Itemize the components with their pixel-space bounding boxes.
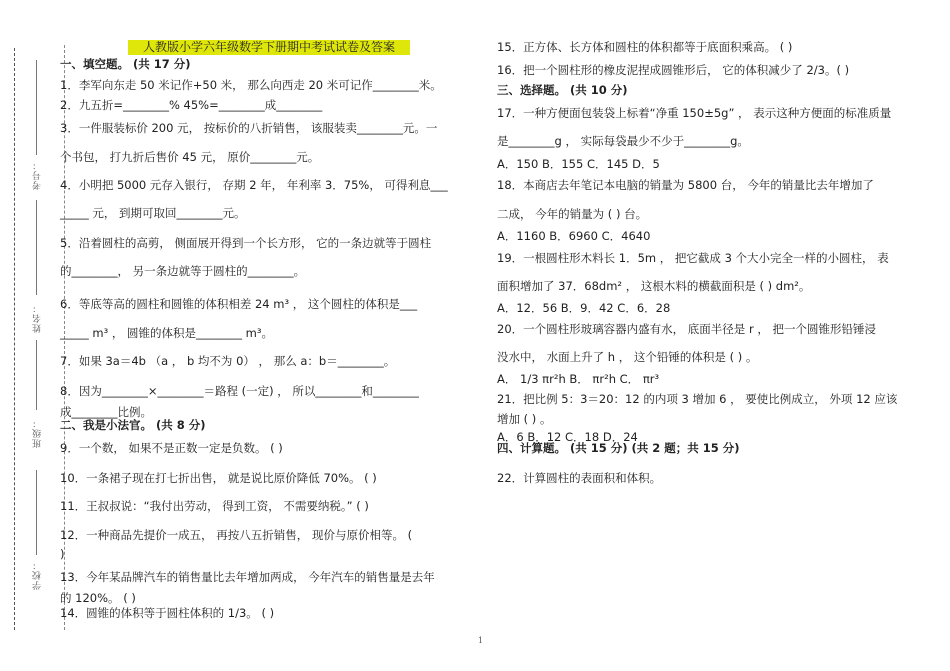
question-line: _____ m³ ， 圆锥的体积是________ m³。 bbox=[60, 326, 273, 340]
question-line: 增加 ( ) 。 bbox=[497, 412, 552, 426]
section-heading: 四、计算题。 (共 15 分) (共 2 题；共 15 分) bbox=[497, 441, 740, 455]
question-line: 16．把一个圆柱形的橡皮泥捏成圆锥形后， 它的体积减少了 2/3。( ) bbox=[497, 63, 850, 77]
question-line: 没水中， 水面上升了 h ， 这个铅锤的体积是 ( ) 。 bbox=[497, 350, 758, 364]
question-line: 5．沿着圆柱的高剪， 侧面展开得到一个长方形， 它的一条边就等于圆柱 bbox=[60, 236, 432, 250]
question-line: 成________比例。 bbox=[60, 405, 152, 419]
question-line: 1．李军向东走 50 米记作+50 米， 那么向西走 20 米可记作________米。 bbox=[60, 78, 442, 92]
question-line: 7．如果 3a＝4b （a ， b 均不为 0） ， 那么 a：b＝________。 bbox=[60, 354, 396, 368]
question-line: 12．一种商品先提价一成五， 再按八五折销售， 现价与原价相等。 ( bbox=[60, 528, 413, 542]
side-line-school bbox=[36, 470, 37, 555]
question-line: A．12．56 B．9．42 C．6．28 bbox=[497, 301, 671, 315]
question-line: 个书包， 打九折后售价 45 元， 原价________元。 bbox=[60, 150, 320, 164]
question-line: 10．一条裙子现在打七折出售， 就是说比原价降低 70%。 ( ) bbox=[60, 471, 377, 485]
question-line: A．150 B．155 C．145 D．5 bbox=[497, 157, 660, 171]
section-heading: 二、我是小法官。 (共 8 分) bbox=[60, 418, 206, 432]
side-label-name: 姓名： bbox=[33, 303, 43, 333]
question-line: 19．一根圆柱形木料长 1．5m ， 把它截成 3 个大小完全一样的小圆柱， 表 bbox=[497, 251, 889, 265]
question-line: 9．一个数， 如果不是正数一定是负数。 ( ) bbox=[60, 441, 283, 455]
question-line: 22．计算圆柱的表面积和体积。 bbox=[497, 471, 662, 485]
question-line: 11．王叔叔说：“我付出劳动， 得到工资， 不需要纳税。” ( ) bbox=[60, 499, 369, 513]
question-line: ) bbox=[60, 547, 65, 561]
question-line: 15．正方体、长方体和圆柱的体积都等于底面积乘高。 ( ) bbox=[497, 40, 793, 54]
question-line: A． 1/3 πr²h B． πr²h C． πr³ bbox=[497, 372, 660, 386]
question-line: _____ 元， 到期可取回________元。 bbox=[60, 206, 246, 220]
side-line-name-top bbox=[36, 200, 37, 295]
question-line: 4．小明把 5000 元存入银行， 存期 2 年， 年利率 3．75%， 可得利息___ bbox=[60, 178, 448, 192]
question-line: 20．一个圆柱形玻璃容器内盛有水， 底面半径是 r ， 把一个圆锥形铅锤浸 bbox=[497, 322, 876, 336]
question-line: 是________g ， 实际每袋最少不少于________g。 bbox=[497, 134, 749, 148]
question-line: 3．一件服装标价 200 元， 按标价的八折销售， 该服装卖________元。一 bbox=[60, 121, 438, 135]
side-label-exam-no: 考号： bbox=[33, 160, 43, 190]
question-line: 的 120%。 ( ) bbox=[60, 591, 136, 605]
question-line: 17．一种方便面包装袋上标着“净重 150±5g” ， 表示这种方便面的标准质量 bbox=[497, 106, 892, 120]
question-line: A．6 B．12 C．18 D．24 bbox=[497, 430, 638, 444]
section-heading: 一、填空题。 (共 17 分) bbox=[60, 57, 191, 71]
question-line: 的________， 另一条边就等于圆柱的________。 bbox=[60, 264, 306, 278]
question-line: A．1160 B．6960 C．4640 bbox=[497, 229, 651, 243]
question-line: 8．因为________×________＝路程 (一定) ， 所以________和________ bbox=[60, 384, 419, 398]
question-line: 6．等底等高的圆柱和圆锥的体积相差 24 m³ ， 这个圆柱的体积是___ bbox=[60, 297, 418, 311]
side-label-school: 学校： bbox=[33, 560, 43, 590]
question-line: 13．今年某品牌汽车的销售量比去年增加两成， 今年汽车的销售量是去年 bbox=[60, 570, 435, 584]
page-title: 人教版小学六年级数学下册期中考试试卷及答案 bbox=[128, 40, 410, 55]
section-heading: 三、选择题。 (共 10 分) bbox=[497, 83, 628, 97]
side-line-exam-no bbox=[36, 60, 37, 155]
question-line: 面积增加了 37．68dm² ， 这根木料的横截面积是 ( ) dm²。 bbox=[497, 279, 811, 293]
question-line: 21．把比例 5：3＝20：12 的内项 3 增加 6 ， 要使比例成立， 外项 12 应该 bbox=[497, 392, 898, 406]
binding-dashed-line bbox=[14, 48, 15, 630]
question-line: 18．本商店去年笔记本电脑的销量为 5800 台， 今年的销量比去年增加了 bbox=[497, 178, 874, 192]
side-label-class: 班级： bbox=[33, 418, 43, 448]
question-line: 二成， 今年的销量为 ( ) 台。 bbox=[497, 207, 648, 221]
side-line-class bbox=[36, 340, 37, 410]
page-number: 1 bbox=[478, 636, 484, 645]
question-line: 14．圆锥的体积等于圆柱体积的 1/3。 ( ) bbox=[60, 606, 275, 620]
question-line: 2．九五折=________% 45%=________成________ bbox=[60, 98, 323, 112]
